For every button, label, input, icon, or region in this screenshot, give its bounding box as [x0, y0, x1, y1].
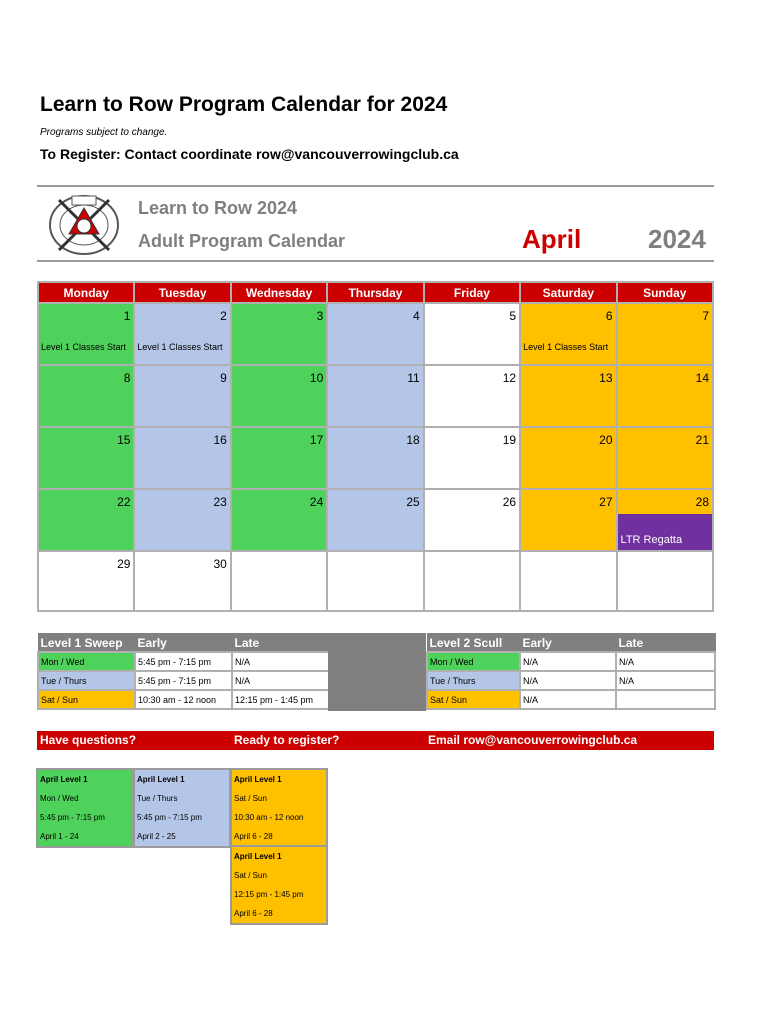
table-row	[38, 671, 329, 690]
calendar-heading-line2: Adult Program Calendar	[138, 231, 346, 251]
table-cell: N/A	[232, 652, 329, 671]
calendar-day-cell	[327, 489, 423, 551]
weekday-header: Wednesday	[231, 282, 327, 303]
program-card	[36, 768, 134, 848]
day-number: 3	[316, 309, 324, 323]
calendar-day-cell	[327, 427, 423, 489]
day-number: 24	[309, 495, 324, 509]
calendar-day-cell	[424, 427, 520, 489]
calendar-day-cell	[231, 427, 327, 489]
card-time: 12:15 pm - 1:45 pm	[234, 890, 304, 899]
day-number: 25	[406, 495, 420, 509]
calendar-week-row	[38, 365, 713, 427]
table-header: Level 2 Scull	[427, 634, 520, 653]
day-number: 30	[213, 557, 227, 571]
calendar-day-cell	[327, 303, 423, 365]
table-cell: N/A	[520, 652, 616, 671]
day-number: 29	[117, 557, 131, 571]
gray-spacer	[328, 633, 426, 711]
banner-email: Email row@vancouverrowingclub.ca	[428, 733, 638, 747]
card-title: April Level 1	[234, 775, 282, 784]
weekday-header: Friday	[424, 282, 520, 303]
program-card	[230, 768, 328, 848]
weekday-header: Saturday	[520, 282, 616, 303]
table-cell: 12:15 pm - 1:45 pm	[232, 690, 329, 709]
calendar-day-cell	[231, 365, 327, 427]
day-note: Level 1 Classes Start	[137, 342, 223, 352]
calendar-day-cell	[38, 303, 134, 365]
calendar-day-cell	[327, 551, 423, 611]
calendar-day-cell	[424, 489, 520, 551]
calendar-day-cell	[617, 551, 713, 611]
calendar-day-cell	[424, 365, 520, 427]
calendar-day-cell	[134, 365, 230, 427]
day-number: 28	[695, 495, 709, 509]
calendar-day-cell	[617, 365, 713, 427]
day-number: 4	[413, 309, 420, 323]
level2-scull-table	[426, 633, 716, 710]
calendar-day-cell	[134, 551, 230, 611]
card-days: Tue / Thurs	[137, 794, 178, 803]
calendar-day-cell	[38, 365, 134, 427]
club-logo-icon	[47, 192, 121, 256]
banner-questions: Have questions?	[40, 733, 137, 747]
calendar-day-cell	[231, 551, 327, 611]
calendar-day-cell	[327, 365, 423, 427]
day-number: 5	[509, 309, 517, 323]
day-number: 10	[309, 371, 324, 385]
table-cell: 5:45 pm - 7:15 pm	[135, 671, 232, 690]
table-cell: N/A	[616, 652, 715, 671]
day-number: 27	[599, 495, 613, 509]
table-row	[38, 690, 329, 709]
calendar-day-cell	[231, 303, 327, 365]
program-card	[133, 768, 231, 848]
table-cell: Sat / Sun	[38, 690, 135, 709]
card-dates: April 2 - 25	[137, 832, 176, 841]
calendar-day-cell	[520, 489, 616, 551]
day-number: 6	[605, 309, 613, 323]
calendar-day-cell	[231, 489, 327, 551]
calendar-week-row	[38, 551, 713, 611]
day-number: 22	[117, 495, 131, 509]
card-dates: April 6 - 28	[234, 832, 273, 841]
table-cell: N/A	[520, 690, 616, 709]
calendar-day-cell	[617, 489, 713, 551]
register-contact: To Register: Contact coordinate row@vancouverrowingclub.ca	[40, 146, 459, 162]
day-note: Level 1 Classes Start	[41, 342, 127, 352]
weekday-header: Sunday	[617, 282, 713, 303]
banner-ready: Ready to register?	[234, 733, 340, 747]
table-cell	[616, 690, 715, 709]
table-cell: Mon / Wed	[427, 652, 520, 671]
calendar-day-cell	[617, 427, 713, 489]
day-number: 14	[695, 371, 709, 385]
weekday-header: Tuesday	[134, 282, 230, 303]
day-number: 16	[213, 433, 227, 447]
card-days: Mon / Wed	[40, 794, 79, 803]
day-note: Level 1 Classes Start	[523, 342, 609, 352]
day-number: 26	[502, 495, 517, 509]
calendar-day-cell	[38, 489, 134, 551]
calendar-day-cell	[38, 427, 134, 489]
day-number: 21	[695, 433, 709, 447]
card-title: April Level 1	[234, 852, 282, 861]
day-number: 2	[220, 309, 227, 323]
table-header: Early	[135, 634, 232, 653]
card-time: 10:30 am - 12 noon	[234, 813, 304, 822]
card-days: Sat / Sun	[234, 871, 267, 880]
table-cell: N/A	[616, 671, 715, 690]
card-title: April Level 1	[40, 775, 88, 784]
day-number: 9	[220, 371, 227, 385]
table-row	[427, 671, 715, 690]
table-cell: 10:30 am - 12 noon	[135, 690, 232, 709]
day-number: 20	[599, 433, 613, 447]
divider-bottom	[37, 260, 714, 262]
calendar-month: April	[522, 224, 582, 254]
weekday-header: Thursday	[327, 282, 423, 303]
calendar-day-cell	[134, 489, 230, 551]
table-cell: Tue / Thurs	[38, 671, 135, 690]
card-title: April Level 1	[137, 775, 185, 784]
calendar-heading-line1: Learn to Row 2024	[138, 198, 298, 218]
calendar-day-cell	[520, 551, 616, 611]
table-row	[427, 652, 715, 671]
calendar-day-cell	[134, 303, 230, 365]
day-number: 17	[309, 433, 324, 447]
card-dates: April 1 - 24	[40, 832, 79, 841]
page-subtitle: Programs subject to change.	[40, 127, 168, 138]
calendar-week-row	[38, 303, 713, 365]
day-number: 13	[599, 371, 613, 385]
calendar-day-cell	[134, 427, 230, 489]
calendar-day-cell	[520, 365, 616, 427]
table-cell: Mon / Wed	[38, 652, 135, 671]
card-days: Sat / Sun	[234, 794, 267, 803]
day-number: 15	[117, 433, 131, 447]
table-cell: 5:45 pm - 7:15 pm	[135, 652, 232, 671]
day-number: 11	[407, 371, 420, 385]
calendar-year: 2024	[648, 224, 706, 254]
divider-top	[37, 185, 714, 187]
page-title: Learn to Row Program Calendar for 2024	[40, 93, 448, 116]
table-header: Late	[232, 634, 329, 653]
calendar-day-cell	[424, 551, 520, 611]
event-label: LTR Regatta	[618, 514, 712, 550]
table-cell: Sat / Sun	[427, 690, 520, 709]
table-header: Late	[616, 634, 715, 653]
level1-sweep-table	[37, 633, 330, 710]
program-card	[230, 845, 328, 925]
calendar-week-row	[38, 427, 713, 489]
day-number: 7	[702, 309, 709, 323]
table-header: Early	[520, 634, 616, 653]
table-cell: N/A	[520, 671, 616, 690]
calendar-day-cell	[520, 427, 616, 489]
day-number: 8	[123, 371, 131, 385]
weekday-header-row	[38, 282, 713, 303]
contact-banner	[37, 731, 714, 750]
calendar-body	[38, 303, 713, 611]
calendar-day-cell	[38, 551, 134, 611]
calendar-day-cell	[617, 303, 713, 365]
calendar-day-cell	[520, 303, 616, 365]
card-time: 5:45 pm - 7:15 pm	[137, 813, 202, 822]
card-time: 5:45 pm - 7:15 pm	[40, 813, 105, 822]
day-number: 19	[502, 433, 517, 447]
month-calendar	[37, 281, 714, 612]
day-number: 1	[123, 309, 131, 323]
table-header: Level 1 Sweep	[38, 634, 135, 653]
calendar-day-cell	[424, 303, 520, 365]
table-row	[38, 652, 329, 671]
day-number: 23	[213, 495, 227, 509]
calendar-week-row	[38, 489, 713, 551]
table-cell: N/A	[232, 671, 329, 690]
table-cell: Tue / Thurs	[427, 671, 520, 690]
card-dates: April 6 - 28	[234, 909, 273, 918]
table-row	[427, 690, 715, 709]
weekday-header: Monday	[38, 282, 134, 303]
day-number: 18	[406, 433, 420, 447]
day-number: 12	[502, 371, 517, 385]
